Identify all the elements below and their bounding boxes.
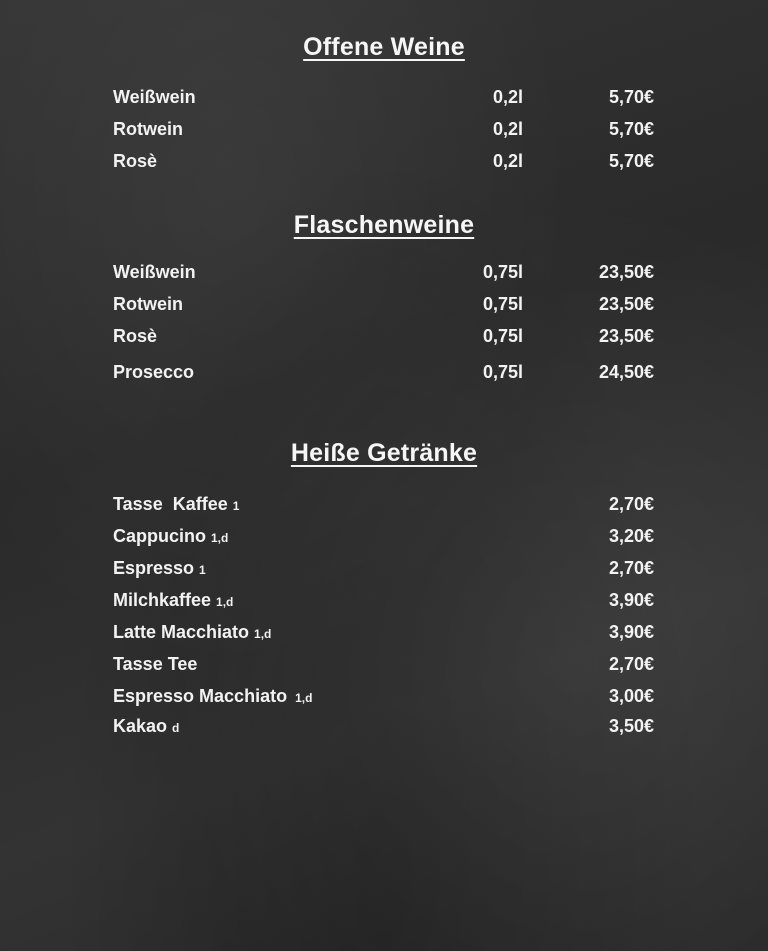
menu-item [0,87,768,113]
item-name-text: Weißwein [113,87,196,107]
item-volume: 0,2l [492,151,523,171]
menu-item [0,686,768,712]
item-name-text: Kakao [113,716,168,736]
item-name [113,590,233,611]
item-name-text: Rotwein [113,294,183,314]
item-name [113,622,271,643]
allergen-note: 1,d [216,595,234,609]
item-name [113,87,196,108]
item-volume: 0,75l [482,326,523,346]
menu-item [0,558,768,584]
item-volume: 0,75l [482,362,523,382]
item-price: 3,90€ [608,590,654,610]
section-title-flaschenweine: Flaschenweine [293,211,475,239]
menu-item [0,622,768,648]
section-title-offene-weine: Offene Weine [303,33,465,61]
item-price: 3,90€ [608,622,654,642]
item-name [113,494,239,515]
allergen-note: d [172,721,180,735]
item-volume: 0,75l [482,294,523,314]
allergen-note: 1,d [254,627,272,641]
menu-item [0,294,768,320]
item-name [113,151,157,172]
menu-item [0,151,768,177]
item-name-text: Espresso [113,558,195,578]
menu-item [0,326,768,352]
item-price: 3,20€ [608,526,654,546]
item-name [113,526,228,547]
menu-item [0,526,768,552]
item-volume: 0,75l [482,262,523,282]
item-name-text: Latte Macchiato [113,622,250,642]
item-name-text: Tasse Tee [113,654,198,674]
item-price: 2,70€ [608,654,654,674]
item-name [113,686,312,707]
allergen-note: 1,d [295,691,313,705]
item-name [113,326,157,347]
item-price: 23,50€ [598,262,654,282]
item-name-text: Tasse Kaffee [113,494,228,514]
item-name [113,362,194,383]
menu-item [0,119,768,145]
item-name [113,716,179,737]
item-price: 24,50€ [598,362,654,382]
item-name-text: Prosecco [113,362,195,382]
item-volume: 0,2l [492,87,523,107]
menu-item [0,590,768,616]
menu-item [0,494,768,520]
item-name [113,119,183,140]
item-name [113,558,206,579]
item-price: 5,70€ [608,151,654,171]
allergen-note: 1 [199,563,206,577]
item-name [113,262,196,283]
item-name [113,654,197,675]
item-price: 5,70€ [608,87,654,107]
menu-item [0,716,768,742]
item-name-text: Rosè [113,151,158,171]
item-price: 2,70€ [608,558,654,578]
item-price: 23,50€ [598,326,654,346]
item-name-text: Rotwein [113,119,183,139]
item-price: 3,00€ [608,686,654,706]
menu-item [0,262,768,288]
item-volume: 0,2l [492,119,523,139]
item-name [113,294,183,315]
item-price: 23,50€ [598,294,654,314]
section-title-heisse-getraenke: Heiße Getränke [290,439,478,467]
item-price: 2,70€ [608,494,654,514]
item-name-text: Espresso Macchiato [113,686,288,706]
item-name-text: Weißwein [113,262,196,282]
menu-item [0,362,768,388]
item-price: 5,70€ [608,119,654,139]
allergen-note: 1,d [211,531,229,545]
item-name-text: Cappucino [113,526,206,546]
allergen-note: 1 [232,499,240,513]
item-price: 3,50€ [608,716,654,736]
item-name-text: Milchkaffee [113,590,212,610]
menu-item [0,654,768,680]
item-name-text: Rosè [113,326,158,346]
